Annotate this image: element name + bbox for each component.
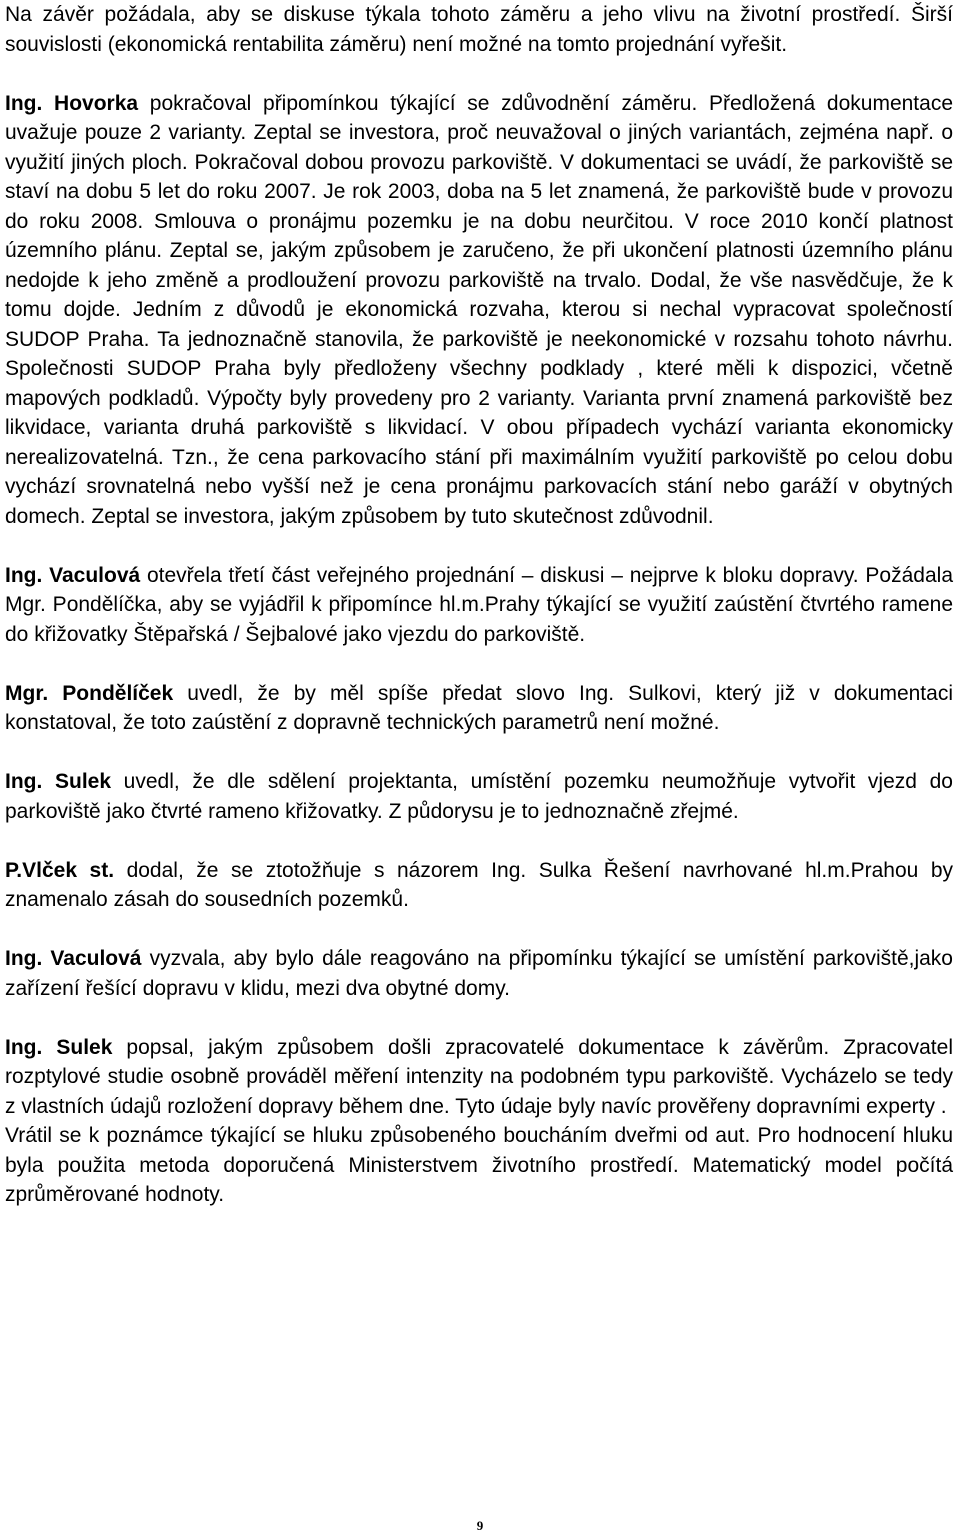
speaker-name: Pondělíček <box>62 681 174 705</box>
speaker-title: Ing. <box>5 1035 43 1059</box>
paragraph-sulek-2 <box>5 1033 953 1122</box>
paragraph-text: vyzvala, aby bylo dále reagováno na připomínku týkající se umístění parkoviště,jako zařízení řešící dopravu v klidu, mezi dva obytné domy. <box>5 947 953 1000</box>
speaker-title: Ing. <box>5 947 43 970</box>
paragraph-pondelicek <box>5 679 953 738</box>
speaker-name: P.Vlček st. <box>5 858 115 882</box>
speaker-name: Hovorka <box>54 91 139 115</box>
speaker-title: Mgr. <box>5 681 49 705</box>
speaker-title: Ing. <box>5 91 43 115</box>
speaker-name: Vaculová <box>49 563 141 587</box>
paragraph-text: Vrátil se k poznámce týkající se hluku způsobeného boucháním dveřmi od aut. Pro hodnocení hluku byla použita metoda doporučená Ministerstvem životního prostředí. Matematický model počítá zprůměrované hodnoty. <box>5 1124 953 1206</box>
speaker-title: Ing. <box>5 563 43 587</box>
paragraph-sulek-noise <box>5 1121 953 1210</box>
speaker-name: Sulek <box>54 770 112 793</box>
paragraph-text: Na závěr požádala, aby se diskuse týkala tohoto záměru a jeho vlivu na životní prostředí. Širší souvislosti (ekonomická rentabilita záměru) není možné na tomto projednání vyřešit. <box>5 3 953 56</box>
paragraph-vaculova-1 <box>5 561 953 650</box>
paragraph-sulek-1 <box>5 767 953 826</box>
paragraph-text: uvedl, že dle sdělení projektanta, umístění pozemku neumožňuje vytvořit vjezd do parkoviště jako čtvrté rameno křižovatky. Z půdorysu je to jednoznačně zřejmé. <box>5 770 953 823</box>
paragraph-text: dodal, že se ztotožňuje s názorem Ing. Sulka Řešení navrhované hl.m.Prahou by znamenalo zásah do sousedních pozemků. <box>5 858 954 911</box>
paragraph-text: pokračoval připomínkou týkající se zdůvodnění záměru. Předložená dokumentace uvažuje pouze 2 varianty. Zeptal se investora, proč neuvažoval o jiných variantách, zejména např. o využití jiných ploch. Pokračoval dobou provozu parkoviště. V dokumentaci se uvádí, že parkoviště se staví na dobu 5 let do roku 2007. Je rok 2003, doba na 5 let znamená, že parkoviště bude v provozu do roku 2008. Smlouva o pronájmu pozemku je na dobu neurčitou. V roce 2010 končí platnost územního plánu. Zeptal se, jakým způsobem je zaručeno, že při ukončení platnosti územního plánu nedojde k jeho změně a prodloužení provozu parkoviště na trvalo. Dodal, že vše nasvědčuje, že k tomu dojde. Jedním z důvodů je ekonomická rozvaha, kterou si nechal vypracovat společností SUDOP Praha. Ta jednoznačně stanovila, že parkoviště je neekonomické v rozsahu tohoto návrhu. Společnosti SUDOP Praha byly předloženy všechny podklady , které měli k dispozici, včetně mapových podkladů. Výpočty byly provedeny pro 2 varianty. Varianta první znamená parkoviště bez likvidace, varianta druhá parkoviště s likvidací. V obou případech vychází varianta ekonomicky nerealizovatelná. Tzn., že cena parkovacího stání při maximálním využití parkoviště po celou dobu vychází srovnatelná nebo vyšší než je cena pronájmu parkovacích stání nebo garáží v obytných domech. Zeptal se investora, jakým způsobem by tuto skutečnost zdůvodnil. <box>5 91 953 528</box>
document-page <box>5 0 953 1210</box>
page-number: 9 <box>476 1518 484 1533</box>
paragraph-intro <box>5 0 953 59</box>
paragraph-hovorka <box>5 89 953 532</box>
paragraph-vlcek <box>5 856 953 915</box>
paragraph-text: uvedl, že by měl spíše předat slovo Ing. Sulkovi, který již v dokumentaci konstatoval, že toto zaústění z dopravně technických parametrů není možné. <box>5 681 953 734</box>
paragraph-text: popsal, jakým způsobem došli zpracovatelé dokumentace k závěrům. Zpracovatel rozptylové studie osobně prováděl měření intenzity na podobném typu parkoviště. Vycházelo se tedy z vlastních údajů rozložení dopravy během dne. Tyto údaje byly navíc prověřeny dopravními experty . <box>5 1035 953 1118</box>
speaker-title: Ing. <box>5 770 43 793</box>
paragraph-vaculova-2 <box>5 944 953 1003</box>
speaker-name: Vaculová <box>50 947 142 970</box>
paragraph-text: otevřela třetí část veřejného projednání – diskusi – nejprve k bloku dopravy. Požádala Mgr. Pondělíčka, aby se vyjádřil k připomínce hl.m.Prahy týkající se využití zaústění čtvrtého ramene do křižovatky Štěpařská / Šejbalové jako vjezdu do parkoviště. <box>5 563 953 646</box>
speaker-name: Sulek <box>56 1035 113 1059</box>
